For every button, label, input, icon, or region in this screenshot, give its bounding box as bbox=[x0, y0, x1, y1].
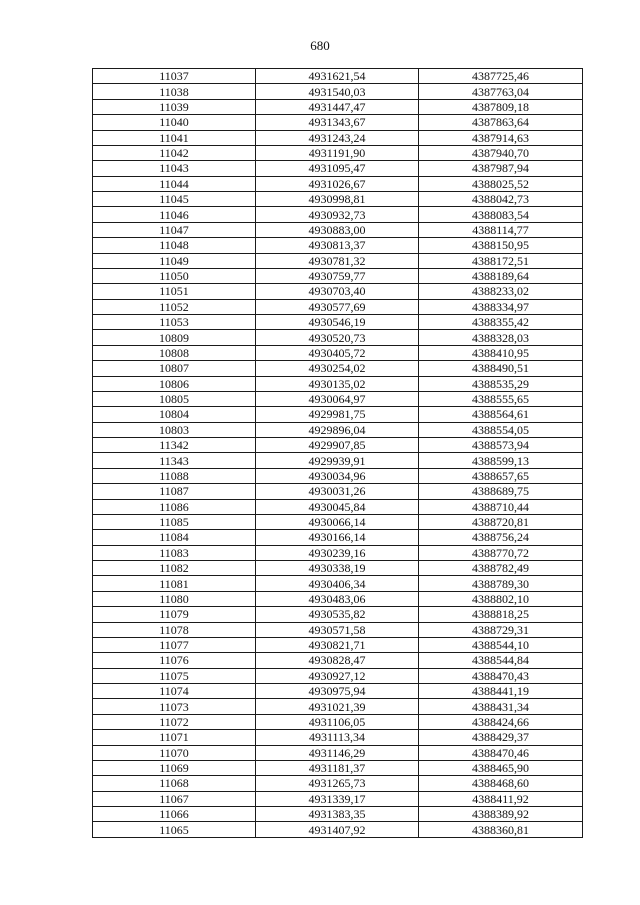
table-row bbox=[93, 499, 583, 514]
x-coordinate-cell: 4931146,29 bbox=[256, 745, 419, 760]
x-coordinate-cell: 4931383,35 bbox=[256, 807, 419, 822]
y-coordinate-cell: 4388150,95 bbox=[419, 238, 583, 253]
table-row bbox=[93, 607, 583, 622]
table-row bbox=[93, 407, 583, 422]
point-number-cell: 11087 bbox=[93, 484, 256, 499]
x-coordinate-cell: 4930932,73 bbox=[256, 207, 419, 222]
x-coordinate-cell: 4930405,72 bbox=[256, 345, 419, 360]
table-row bbox=[93, 576, 583, 591]
point-number-cell: 11076 bbox=[93, 653, 256, 668]
x-coordinate-cell: 4931343,67 bbox=[256, 115, 419, 130]
point-number-cell: 11075 bbox=[93, 668, 256, 683]
point-number-cell: 11083 bbox=[93, 545, 256, 560]
y-coordinate-cell: 4388555,65 bbox=[419, 391, 583, 406]
point-number-cell: 11049 bbox=[93, 253, 256, 268]
table-row bbox=[93, 222, 583, 237]
table-row bbox=[93, 345, 583, 360]
table-row bbox=[93, 745, 583, 760]
y-coordinate-cell: 4388710,44 bbox=[419, 499, 583, 514]
point-number-cell: 10805 bbox=[93, 391, 256, 406]
table-row bbox=[93, 284, 583, 299]
point-number-cell: 11069 bbox=[93, 760, 256, 775]
y-coordinate-cell: 4388424,66 bbox=[419, 714, 583, 729]
table-row bbox=[93, 530, 583, 545]
y-coordinate-cell: 4387940,70 bbox=[419, 145, 583, 160]
point-number-cell: 11044 bbox=[93, 176, 256, 191]
x-coordinate-cell: 4930781,32 bbox=[256, 253, 419, 268]
x-coordinate-cell: 4931339,17 bbox=[256, 791, 419, 806]
point-number-cell: 10803 bbox=[93, 422, 256, 437]
point-number-cell: 11045 bbox=[93, 192, 256, 207]
point-number-cell: 11088 bbox=[93, 468, 256, 483]
x-coordinate-cell: 4930975,94 bbox=[256, 684, 419, 699]
point-number-cell: 11037 bbox=[93, 69, 256, 84]
point-number-cell: 11079 bbox=[93, 607, 256, 622]
y-coordinate-cell: 4388564,61 bbox=[419, 407, 583, 422]
x-coordinate-cell: 4930759,77 bbox=[256, 268, 419, 283]
point-number-cell: 11086 bbox=[93, 499, 256, 514]
point-number-cell: 11077 bbox=[93, 637, 256, 652]
table-row bbox=[93, 468, 583, 483]
y-coordinate-cell: 4388233,02 bbox=[419, 284, 583, 299]
y-coordinate-cell: 4388189,64 bbox=[419, 268, 583, 283]
x-coordinate-cell: 4931113,34 bbox=[256, 730, 419, 745]
point-number-cell: 11046 bbox=[93, 207, 256, 222]
table-row bbox=[93, 622, 583, 637]
point-number-cell: 11084 bbox=[93, 530, 256, 545]
y-coordinate-cell: 4388535,29 bbox=[419, 376, 583, 391]
point-number-cell: 11066 bbox=[93, 807, 256, 822]
table-row bbox=[93, 514, 583, 529]
y-coordinate-cell: 4388389,92 bbox=[419, 807, 583, 822]
x-coordinate-cell: 4930031,26 bbox=[256, 484, 419, 499]
table-row bbox=[93, 699, 583, 714]
point-number-cell: 11081 bbox=[93, 576, 256, 591]
x-coordinate-cell: 4931243,24 bbox=[256, 130, 419, 145]
x-coordinate-cell: 4930577,69 bbox=[256, 299, 419, 314]
table-row bbox=[93, 192, 583, 207]
y-coordinate-cell: 4388114,77 bbox=[419, 222, 583, 237]
point-number-cell: 11074 bbox=[93, 684, 256, 699]
table-row bbox=[93, 776, 583, 791]
x-coordinate-cell: 4931265,73 bbox=[256, 776, 419, 791]
x-coordinate-cell: 4931447,47 bbox=[256, 99, 419, 114]
table-row bbox=[93, 376, 583, 391]
x-coordinate-cell: 4930883,00 bbox=[256, 222, 419, 237]
x-coordinate-cell: 4929896,04 bbox=[256, 422, 419, 437]
point-number-cell: 11342 bbox=[93, 438, 256, 453]
x-coordinate-cell: 4931540,03 bbox=[256, 84, 419, 99]
page-number: 680 bbox=[310, 38, 330, 53]
table-row bbox=[93, 422, 583, 437]
y-coordinate-cell: 4388789,30 bbox=[419, 576, 583, 591]
coordinates-table bbox=[92, 68, 583, 838]
table-row bbox=[93, 730, 583, 745]
point-number-cell: 11080 bbox=[93, 591, 256, 606]
y-coordinate-cell: 4387987,94 bbox=[419, 161, 583, 176]
y-coordinate-cell: 4388818,25 bbox=[419, 607, 583, 622]
coordinates-table-body bbox=[93, 69, 583, 838]
x-coordinate-cell: 4930483,06 bbox=[256, 591, 419, 606]
x-coordinate-cell: 4929907,85 bbox=[256, 438, 419, 453]
y-coordinate-cell: 4387809,18 bbox=[419, 99, 583, 114]
table-row bbox=[93, 684, 583, 699]
point-number-cell: 11065 bbox=[93, 822, 256, 837]
point-number-cell: 11067 bbox=[93, 791, 256, 806]
y-coordinate-cell: 4388599,13 bbox=[419, 453, 583, 468]
table-row bbox=[93, 99, 583, 114]
x-coordinate-cell: 4930703,40 bbox=[256, 284, 419, 299]
table-row bbox=[93, 760, 583, 775]
y-coordinate-cell: 4388802,10 bbox=[419, 591, 583, 606]
table-row bbox=[93, 714, 583, 729]
table-row bbox=[93, 453, 583, 468]
table-row bbox=[93, 299, 583, 314]
y-coordinate-cell: 4388334,97 bbox=[419, 299, 583, 314]
table-row bbox=[93, 176, 583, 191]
y-coordinate-cell: 4388729,31 bbox=[419, 622, 583, 637]
x-coordinate-cell: 4930546,19 bbox=[256, 315, 419, 330]
y-coordinate-cell: 4388756,24 bbox=[419, 530, 583, 545]
table-row bbox=[93, 361, 583, 376]
table-row bbox=[93, 391, 583, 406]
y-coordinate-cell: 4388544,84 bbox=[419, 653, 583, 668]
x-coordinate-cell: 4930821,71 bbox=[256, 637, 419, 652]
y-coordinate-cell: 4388355,42 bbox=[419, 315, 583, 330]
point-number-cell: 11071 bbox=[93, 730, 256, 745]
x-coordinate-cell: 4930045,84 bbox=[256, 499, 419, 514]
point-number-cell: 11041 bbox=[93, 130, 256, 145]
x-coordinate-cell: 4931026,67 bbox=[256, 176, 419, 191]
x-coordinate-cell: 4930406,34 bbox=[256, 576, 419, 591]
point-number-cell: 11072 bbox=[93, 714, 256, 729]
x-coordinate-cell: 4931021,39 bbox=[256, 699, 419, 714]
point-number-cell: 11053 bbox=[93, 315, 256, 330]
table-row bbox=[93, 161, 583, 176]
point-number-cell: 11068 bbox=[93, 776, 256, 791]
x-coordinate-cell: 4930520,73 bbox=[256, 330, 419, 345]
y-coordinate-cell: 4388544,10 bbox=[419, 637, 583, 652]
table-row bbox=[93, 438, 583, 453]
point-number-cell: 11073 bbox=[93, 699, 256, 714]
x-coordinate-cell: 4929981,75 bbox=[256, 407, 419, 422]
point-number-cell: 11047 bbox=[93, 222, 256, 237]
y-coordinate-cell: 4388431,34 bbox=[419, 699, 583, 714]
table-row bbox=[93, 315, 583, 330]
x-coordinate-cell: 4930166,14 bbox=[256, 530, 419, 545]
y-coordinate-cell: 4387863,64 bbox=[419, 115, 583, 130]
point-number-cell: 11343 bbox=[93, 453, 256, 468]
y-coordinate-cell: 4388441,19 bbox=[419, 684, 583, 699]
point-number-cell: 11039 bbox=[93, 99, 256, 114]
table-row bbox=[93, 791, 583, 806]
table-row bbox=[93, 668, 583, 683]
table-row bbox=[93, 115, 583, 130]
point-number-cell: 10807 bbox=[93, 361, 256, 376]
table-row bbox=[93, 561, 583, 576]
y-coordinate-cell: 4388689,75 bbox=[419, 484, 583, 499]
y-coordinate-cell: 4388025,52 bbox=[419, 176, 583, 191]
x-coordinate-cell: 4931191,90 bbox=[256, 145, 419, 160]
point-number-cell: 10804 bbox=[93, 407, 256, 422]
point-number-cell: 11052 bbox=[93, 299, 256, 314]
point-number-cell: 11048 bbox=[93, 238, 256, 253]
y-coordinate-cell: 4387914,63 bbox=[419, 130, 583, 145]
y-coordinate-cell: 4387725,46 bbox=[419, 69, 583, 84]
table-row bbox=[93, 268, 583, 283]
y-coordinate-cell: 4388042,73 bbox=[419, 192, 583, 207]
point-number-cell: 11038 bbox=[93, 84, 256, 99]
x-coordinate-cell: 4930239,16 bbox=[256, 545, 419, 560]
y-coordinate-cell: 4388429,37 bbox=[419, 730, 583, 745]
y-coordinate-cell: 4387763,04 bbox=[419, 84, 583, 99]
point-number-cell: 11078 bbox=[93, 622, 256, 637]
table-row bbox=[93, 207, 583, 222]
point-number-cell: 10809 bbox=[93, 330, 256, 345]
x-coordinate-cell: 4930927,12 bbox=[256, 668, 419, 683]
point-number-cell: 11051 bbox=[93, 284, 256, 299]
x-coordinate-cell: 4930813,37 bbox=[256, 238, 419, 253]
x-coordinate-cell: 4931407,92 bbox=[256, 822, 419, 837]
table-row bbox=[93, 145, 583, 160]
y-coordinate-cell: 4388470,46 bbox=[419, 745, 583, 760]
x-coordinate-cell: 4930535,82 bbox=[256, 607, 419, 622]
x-coordinate-cell: 4931621,54 bbox=[256, 69, 419, 84]
y-coordinate-cell: 4388782,49 bbox=[419, 561, 583, 576]
y-coordinate-cell: 4388470,43 bbox=[419, 668, 583, 683]
x-coordinate-cell: 4929939,91 bbox=[256, 453, 419, 468]
point-number-cell: 11043 bbox=[93, 161, 256, 176]
point-number-cell: 10806 bbox=[93, 376, 256, 391]
table-row bbox=[93, 591, 583, 606]
x-coordinate-cell: 4931095,47 bbox=[256, 161, 419, 176]
table-row bbox=[93, 807, 583, 822]
x-coordinate-cell: 4930066,14 bbox=[256, 514, 419, 529]
x-coordinate-cell: 4930064,97 bbox=[256, 391, 419, 406]
x-coordinate-cell: 4930135,02 bbox=[256, 376, 419, 391]
point-number-cell: 11040 bbox=[93, 115, 256, 130]
table-row bbox=[93, 238, 583, 253]
table-row bbox=[93, 130, 583, 145]
x-coordinate-cell: 4931106,05 bbox=[256, 714, 419, 729]
x-coordinate-cell: 4930338,19 bbox=[256, 561, 419, 576]
point-number-cell: 11085 bbox=[93, 514, 256, 529]
y-coordinate-cell: 4388770,72 bbox=[419, 545, 583, 560]
y-coordinate-cell: 4388657,65 bbox=[419, 468, 583, 483]
y-coordinate-cell: 4388720,81 bbox=[419, 514, 583, 529]
y-coordinate-cell: 4388328,03 bbox=[419, 330, 583, 345]
x-coordinate-cell: 4930998,81 bbox=[256, 192, 419, 207]
x-coordinate-cell: 4930828,47 bbox=[256, 653, 419, 668]
table-row bbox=[93, 253, 583, 268]
y-coordinate-cell: 4388554,05 bbox=[419, 422, 583, 437]
y-coordinate-cell: 4388468,60 bbox=[419, 776, 583, 791]
y-coordinate-cell: 4388410,95 bbox=[419, 345, 583, 360]
point-number-cell: 10808 bbox=[93, 345, 256, 360]
point-number-cell: 11050 bbox=[93, 268, 256, 283]
point-number-cell: 11082 bbox=[93, 561, 256, 576]
y-coordinate-cell: 4388490,51 bbox=[419, 361, 583, 376]
y-coordinate-cell: 4388083,54 bbox=[419, 207, 583, 222]
point-number-cell: 11070 bbox=[93, 745, 256, 760]
x-coordinate-cell: 4930571,58 bbox=[256, 622, 419, 637]
y-coordinate-cell: 4388360,81 bbox=[419, 822, 583, 837]
table-row bbox=[93, 637, 583, 652]
y-coordinate-cell: 4388573,94 bbox=[419, 438, 583, 453]
table-row bbox=[93, 330, 583, 345]
x-coordinate-cell: 4930034,96 bbox=[256, 468, 419, 483]
x-coordinate-cell: 4931181,37 bbox=[256, 760, 419, 775]
point-number-cell: 11042 bbox=[93, 145, 256, 160]
table-row bbox=[93, 484, 583, 499]
table-row bbox=[93, 84, 583, 99]
x-coordinate-cell: 4930254,02 bbox=[256, 361, 419, 376]
y-coordinate-cell: 4388465,90 bbox=[419, 760, 583, 775]
table-row bbox=[93, 653, 583, 668]
y-coordinate-cell: 4388172,51 bbox=[419, 253, 583, 268]
table-row bbox=[93, 69, 583, 84]
table-row bbox=[93, 545, 583, 560]
table-row bbox=[93, 822, 583, 837]
y-coordinate-cell: 4388411,92 bbox=[419, 791, 583, 806]
